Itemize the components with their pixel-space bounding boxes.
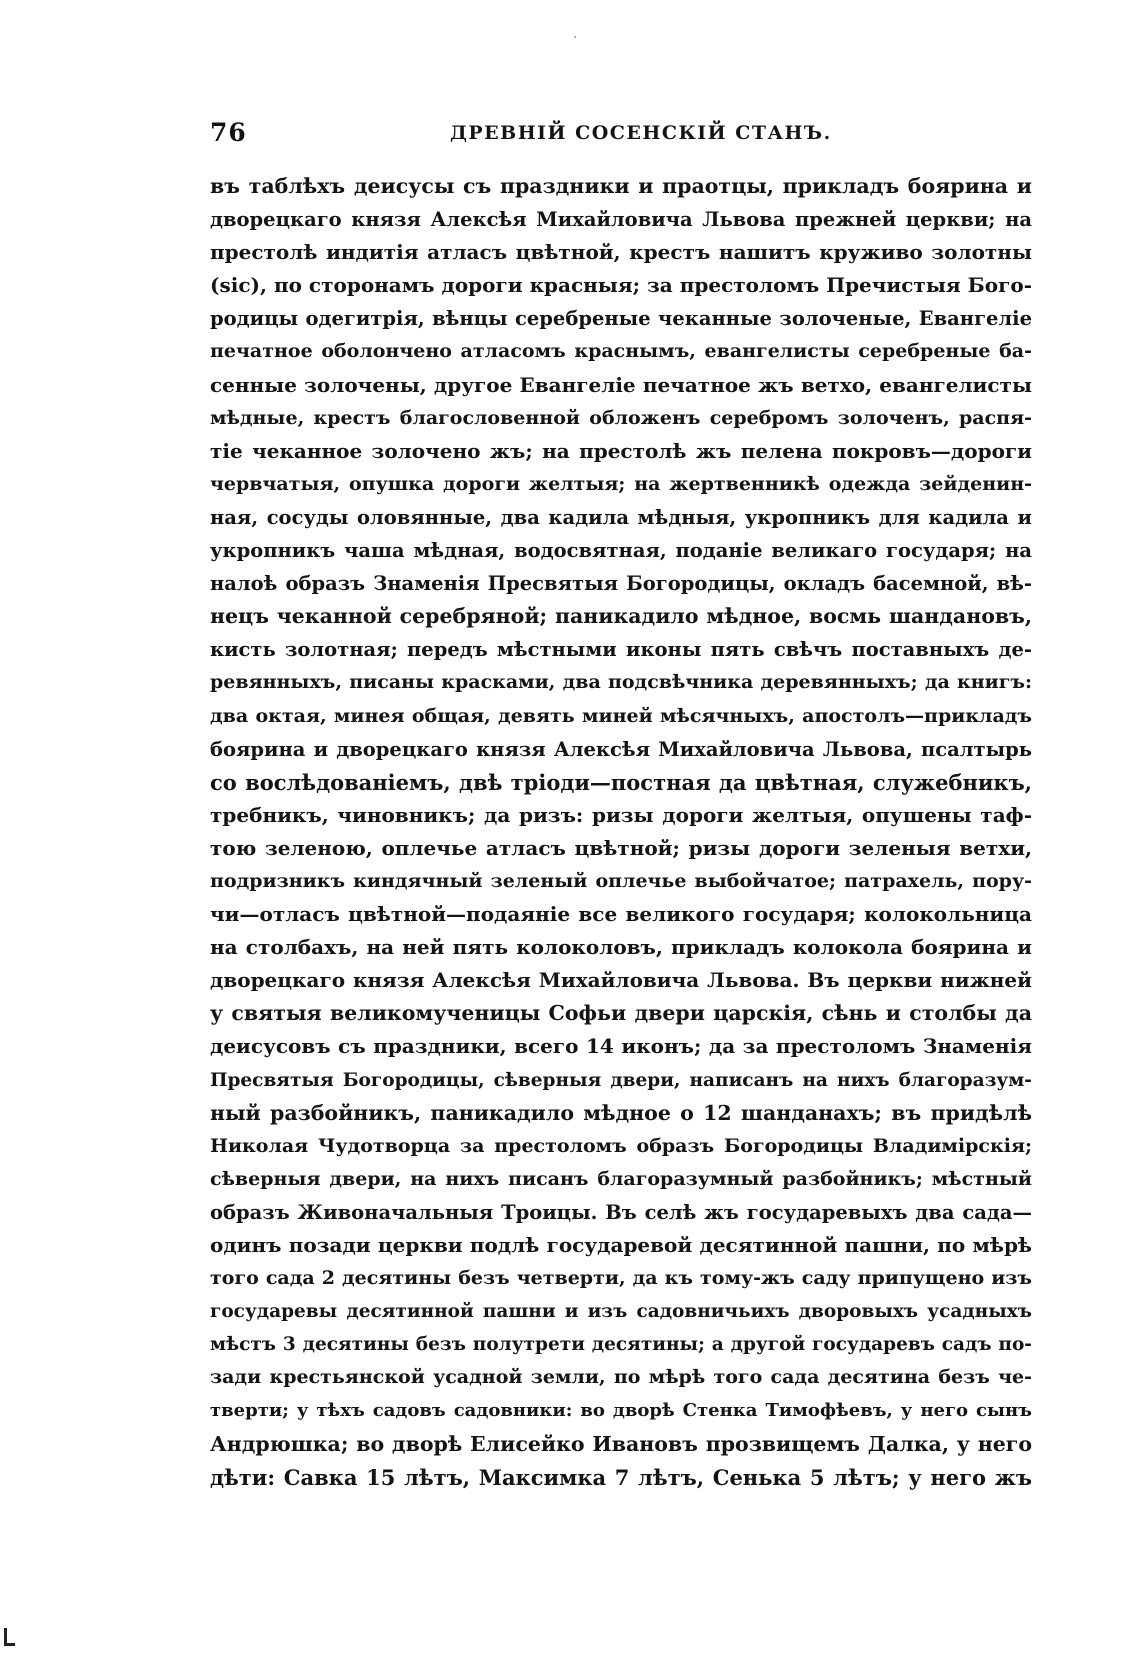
page-header xyxy=(210,118,1030,152)
text-line: Пресвятыя Богородицы, сѣверныя двери, написанъ на нихъ благоразум- xyxy=(210,1069,1032,1091)
scan-speck xyxy=(574,36,576,38)
text-line: у святыя великомученицы Софьи двери царскія, сѣнь и столбы да xyxy=(210,1001,1032,1026)
text-line: червчатыя, опушка дороги желтыя; на жертвенникѣ одежда зейденин- xyxy=(210,472,1032,495)
body-text xyxy=(210,170,1032,1494)
text-line: родицы одегитрія, вѣнцы серебреные чеканные золоченые, Евангеліе xyxy=(210,307,1032,331)
text-line: дворецкаго князя Алексѣя Михайловича Львова. Въ церкви нижней xyxy=(210,968,1032,993)
text-line: ная, сосуды оловянные, два кадила мѣдныя, укропникъ для кадила и xyxy=(210,505,1032,529)
text-line: кисть золотная; передъ мѣстными иконы пять свѣчъ поставныхъ де- xyxy=(210,638,1032,662)
text-line: два октая, минея общая, девять миней мѣсячныхъ, апостолъ—прикладъ xyxy=(210,704,1032,727)
text-line: мѣстъ 3 десятины безъ полутрети десятины; а другой государевъ садъ по- xyxy=(210,1334,1032,1356)
text-line: образъ Живоначальныя Троицы. Въ селѣ жъ государевыхъ два сада— xyxy=(210,1200,1032,1224)
text-line: мѣдные, крестъ благословенной обложенъ серебромъ золоченъ, распя- xyxy=(210,406,1032,429)
text-line: зади крестьянской усадной земли, по мѣрѣ того сада десятина безъ че- xyxy=(210,1366,1032,1389)
text-line: укропникъ чаша мѣдная, водосвятная, поданіе великаго государя; на xyxy=(210,539,1032,563)
text-line: со вослѣдованіемъ, двѣ тріоди—постная да цвѣтная, служебникъ, xyxy=(210,769,1032,795)
text-line: ный разбойникъ, паникадило мѣдное о 12 шанданахъ; въ придѣлѣ xyxy=(210,1100,1032,1125)
scan-corner-mark xyxy=(4,1628,7,1646)
text-line: на столбахъ, на ней пять колоколовъ, прикладъ колокола боярина и xyxy=(210,935,1032,960)
text-line: сѣверныя двери, на нихъ писанъ благоразумный разбойникъ; мѣстный xyxy=(210,1167,1032,1190)
text-line: боярина и дворецкаго князя Алексѣя Михайловича Львова, псалтырь xyxy=(210,737,1032,761)
text-line: печатное оболончено атласомъ краснымъ, евангелисты серебреные ба- xyxy=(210,340,1032,363)
page-number: 76 xyxy=(210,118,247,147)
text-line: дѣти: Савка 15 лѣтъ, Максимка 7 лѣтъ, Сенька 5 лѣтъ; у него жъ xyxy=(210,1464,1032,1490)
text-line: нецъ чеканной серебряной; паникадило мѣдное, восмь шандановъ, xyxy=(210,604,1032,629)
text-line: чи—отласъ цвѣтной—подаяніе все великого государя; колокольница xyxy=(210,902,1032,927)
text-line: одинъ позади церкви подлѣ государевой десятинной пашни, по мѣрѣ xyxy=(210,1233,1032,1257)
text-line: требникъ, чиновникъ; да ризъ: ризы дороги желтыя, опушены таф- xyxy=(210,802,1032,827)
text-line: тверти; у тѣхъ садовъ садовники: во дворѣ Стенка Тимофѣевъ, у него сынъ xyxy=(210,1400,1032,1422)
text-line: деисусовъ съ праздники, всего 14 иконъ; да за престоломъ Знаменія xyxy=(210,1034,1032,1059)
text-line: ревянныхъ, писаны красками, два подсвѣчника деревянныхъ; да книгъ: xyxy=(210,671,1032,694)
text-line: тіе чеканное золочено жъ; на престолѣ жъ пелена покровъ—дороги xyxy=(210,438,1032,463)
running-title: ДРЕВНІЙ СОСЕНСКІЙ СТАНЪ. xyxy=(450,122,832,144)
text-line: престолѣ индитія атласъ цвѣтной, крестъ нашитъ круживо золотны xyxy=(210,240,1032,265)
text-line: (sic), по сторонамъ дороги красныя; за престоломъ Пречистыя Бого- xyxy=(210,273,1032,298)
text-line: подризникъ киндячный зеленый оплечье выбойчатое; патрахель, пору- xyxy=(210,869,1032,892)
text-line: налоѣ образъ Знаменія Пресвятыя Богородицы, окладъ басемной, вѣ- xyxy=(210,572,1032,596)
text-line: сенные золочены, другое Евангеліе печатное жъ ветхо, евангелисты xyxy=(210,372,1032,397)
text-line: того сада 2 десятины безъ четверти, да къ тому-жъ саду припущено изъ xyxy=(210,1267,1032,1290)
text-line: тою зеленою, оплечье атласъ цвѣтной; ризы дороги зеленыя ветхи, xyxy=(210,835,1032,860)
text-line: дворецкаго князя Алексѣя Михайловича Львова прежней церкви; на xyxy=(210,208,1032,232)
text-line: Андрюшка; во дворѣ Елисейко Ивановъ прозвищемъ Далка, у него xyxy=(210,1431,1032,1456)
text-line: въ таблѣхъ деисусы съ праздники и праотцы, прикладъ боярина и xyxy=(210,174,1032,198)
text-line: Николая Чудотворца за престоломъ образъ Богородицы Владимірскія; xyxy=(210,1134,1032,1157)
text-line: государевы десятинной пашни и изъ садовничьихъ дворовыхъ усадныхъ xyxy=(210,1301,1032,1323)
